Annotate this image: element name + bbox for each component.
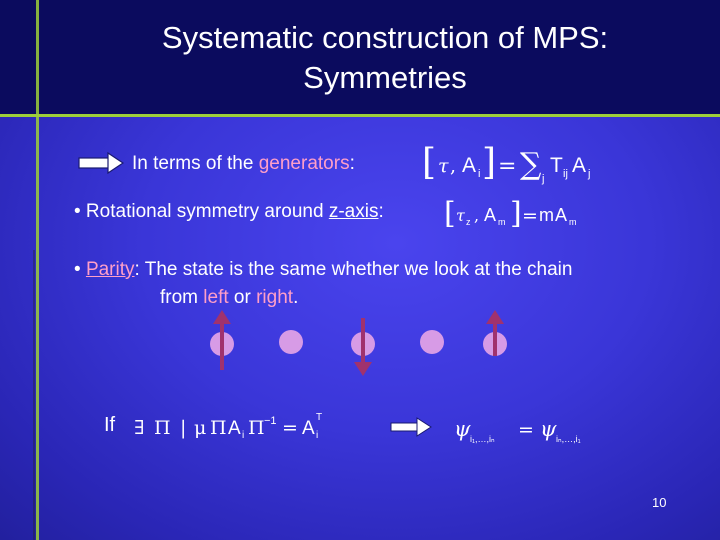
- svg-text:τ: τ: [438, 155, 449, 177]
- svg-text:[: [: [444, 196, 456, 231]
- rotation-formula: [444, 193, 594, 233]
- left-accent-line: [36, 0, 39, 540]
- commutator-formula: [420, 138, 610, 188]
- from-text: from: [160, 287, 204, 308]
- spin-zero-site-2: [279, 330, 303, 354]
- svg-text:=: =: [282, 417, 298, 439]
- bullet-rotational: [74, 201, 384, 223]
- generators-term: generators: [258, 153, 350, 174]
- bullet-mark: •: [74, 201, 81, 222]
- svg-text:T: T: [550, 154, 563, 177]
- svg-text:iₙ,…,i₁: iₙ,…,i₁: [556, 434, 581, 444]
- svg-text:−1: −1: [264, 415, 277, 427]
- right-arrow-icon: [78, 152, 124, 174]
- svg-text:[: [: [422, 142, 437, 183]
- generators-suffix: :: [349, 153, 355, 174]
- period-text: .: [293, 287, 299, 308]
- generators-prefix: In terms of the: [132, 153, 259, 174]
- svg-text:A: A: [302, 418, 315, 439]
- parity-condition-formula: [130, 404, 370, 448]
- svg-text:A: A: [572, 154, 587, 177]
- page-number: 10: [652, 495, 667, 510]
- z-axis-term: z-axis: [328, 201, 379, 222]
- svg-text:,: ,: [450, 155, 457, 177]
- or-text: or: [228, 287, 257, 308]
- bullet-mark-2: •: [74, 259, 81, 280]
- svg-text:A: A: [228, 418, 241, 439]
- svg-text:=: =: [498, 154, 517, 179]
- svg-text:m: m: [498, 217, 506, 227]
- svg-text:j: j: [588, 168, 591, 180]
- spin-zero-site-4: [420, 330, 444, 354]
- svg-text:j: j: [542, 173, 545, 185]
- svg-text:m: m: [539, 205, 554, 225]
- title-line-1: Systematic construction of MPS:: [161, 20, 609, 55]
- svg-text:|: |: [180, 417, 187, 439]
- spin-up-site-5: [483, 310, 507, 356]
- svg-text:]: ]: [482, 142, 497, 183]
- bullet-parity: [74, 259, 572, 281]
- svg-text:i: i: [242, 430, 245, 441]
- svg-text:τ: τ: [456, 206, 465, 225]
- spin-up-site-1: [210, 310, 234, 370]
- slide-title: [40, 18, 720, 98]
- parity-term: Parity: [85, 259, 135, 280]
- spin-chain-diagram: [195, 308, 525, 378]
- svg-text:∃: ∃: [134, 417, 145, 439]
- svg-text:Π: Π: [154, 417, 171, 439]
- svg-text:A: A: [484, 205, 497, 225]
- parity-line-2: [160, 287, 298, 309]
- svg-text:i: i: [316, 430, 319, 441]
- if-label: If: [104, 414, 116, 436]
- svg-text:A: A: [462, 154, 477, 177]
- svg-text:m: m: [569, 217, 577, 227]
- svg-text:ψ: ψ: [454, 417, 471, 441]
- left-shadow-line: [33, 250, 35, 540]
- title-line-2: Symmetries: [303, 60, 467, 95]
- spin-down-site-3: [351, 318, 375, 376]
- svg-text:T: T: [316, 412, 323, 423]
- generators-line: [132, 153, 355, 175]
- svg-text:,: ,: [474, 206, 480, 225]
- implies-arrow-icon: [390, 417, 432, 437]
- svg-text:i₁,…,iₙ: i₁,…,iₙ: [470, 434, 495, 444]
- svg-text:z: z: [466, 217, 471, 227]
- svg-text:Π: Π: [248, 417, 265, 439]
- svg-text:μ: μ: [194, 417, 207, 439]
- svg-text:]: ]: [510, 196, 522, 231]
- wavefunction-formula: [452, 408, 612, 452]
- svg-text:=: =: [518, 419, 534, 441]
- svg-text:ij: ij: [563, 168, 568, 180]
- right-term: right: [256, 287, 294, 308]
- svg-text:ψ: ψ: [540, 417, 557, 441]
- rotational-suffix: :: [378, 201, 384, 222]
- rotational-text: Rotational symmetry around: [80, 201, 329, 222]
- svg-text:Π: Π: [210, 417, 227, 439]
- svg-text:A: A: [555, 205, 568, 225]
- svg-text:i: i: [478, 168, 481, 180]
- svg-text:=: =: [522, 205, 538, 227]
- title-divider: [0, 114, 720, 117]
- left-term: left: [203, 287, 229, 308]
- parity-text: : The state is the same whether we look at the chain: [134, 259, 573, 280]
- svg-text:∑: ∑: [520, 147, 542, 182]
